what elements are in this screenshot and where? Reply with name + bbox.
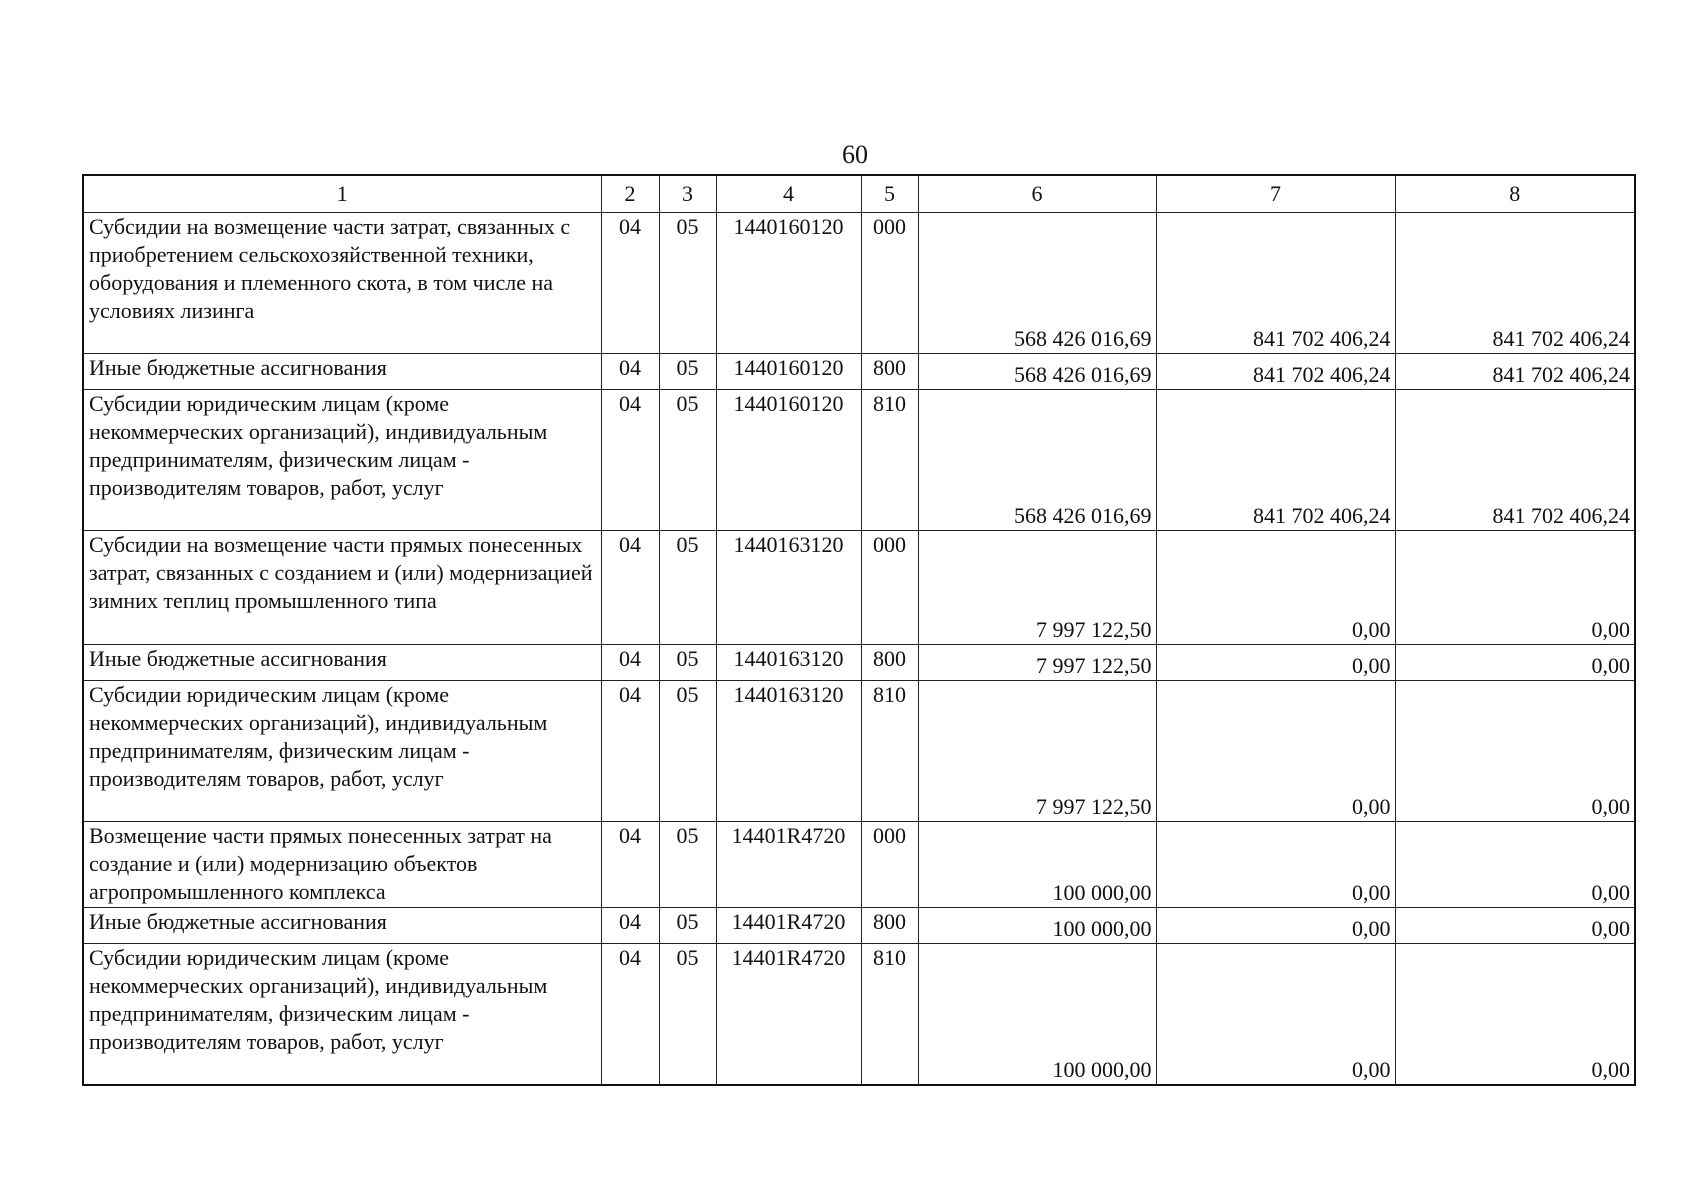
row-name: Субсидии юридическим лицам (кроме некоммерческих организаций), индивидуальным предпринимателям, физическим лицам - производителям товаров, работ, услуг [83, 390, 601, 531]
table-row [83, 354, 1635, 390]
row-subsection-code: 05 [659, 531, 716, 645]
row-name: Возмещение части прямых понесенных затрат на создание и (или) модернизацию объектов агропромышленного комплекса [83, 822, 601, 908]
table-row [83, 944, 1635, 1085]
row-amount-col6: 7 997 122,50 [918, 531, 1156, 645]
row-section-code: 04 [601, 822, 659, 908]
page-number: 60 [842, 140, 868, 169]
row-target-article-code: 14401R4720 [716, 908, 861, 944]
table-row [83, 531, 1635, 645]
row-subsection-code: 05 [659, 908, 716, 944]
table-header-row [83, 175, 1635, 213]
row-target-article-code: 1440160120 [716, 390, 861, 531]
row-amount-col6: 100 000,00 [918, 944, 1156, 1085]
row-expense-type-code: 800 [861, 645, 918, 681]
row-amount-col8: 841 702 406,24 [1395, 354, 1635, 390]
row-amount-col8: 841 702 406,24 [1395, 390, 1635, 531]
row-amount-col7: 0,00 [1156, 908, 1395, 944]
row-section-code: 04 [601, 681, 659, 822]
column-header-8: 8 [1395, 175, 1635, 213]
row-amount-col7: 841 702 406,24 [1156, 390, 1395, 531]
row-amount-col7: 0,00 [1156, 531, 1395, 645]
row-amount-col8: 0,00 [1395, 645, 1635, 681]
row-amount-col8: 841 702 406,24 [1395, 213, 1635, 354]
row-subsection-code: 05 [659, 354, 716, 390]
row-target-article-code: 1440163120 [716, 531, 861, 645]
row-amount-col8: 0,00 [1395, 944, 1635, 1085]
column-header-3: 3 [659, 175, 716, 213]
table-row [83, 390, 1635, 531]
row-name: Иные бюджетные ассигнования [83, 908, 601, 944]
row-target-article-code: 1440163120 [716, 645, 861, 681]
row-name: Субсидии на возмещение части прямых понесенных затрат, связанных с созданием и (или) модернизацией зимних теплиц промышленного типа [83, 531, 601, 645]
row-subsection-code: 05 [659, 390, 716, 531]
table-row [83, 908, 1635, 944]
row-section-code: 04 [601, 354, 659, 390]
row-target-article-code: 14401R4720 [716, 944, 861, 1085]
column-header-2: 2 [601, 175, 659, 213]
row-name: Субсидии юридическим лицам (кроме некоммерческих организаций), индивидуальным предпринимателям, физическим лицам - производителям товаров, работ, услуг [83, 681, 601, 822]
row-amount-col7: 841 702 406,24 [1156, 354, 1395, 390]
row-expense-type-code: 000 [861, 531, 918, 645]
budget-table [82, 174, 1636, 1086]
row-expense-type-code: 000 [861, 822, 918, 908]
row-amount-col6: 100 000,00 [918, 822, 1156, 908]
column-header-7: 7 [1156, 175, 1395, 213]
row-expense-type-code: 810 [861, 944, 918, 1085]
row-target-article-code: 1440160120 [716, 354, 861, 390]
row-target-article-code: 1440160120 [716, 213, 861, 354]
row-amount-col6: 568 426 016,69 [918, 213, 1156, 354]
row-amount-col6: 7 997 122,50 [918, 681, 1156, 822]
row-amount-col6: 100 000,00 [918, 908, 1156, 944]
row-name: Иные бюджетные ассигнования [83, 645, 601, 681]
table-row [83, 681, 1635, 822]
row-expense-type-code: 810 [861, 681, 918, 822]
column-header-4: 4 [716, 175, 861, 213]
row-amount-col7: 0,00 [1156, 944, 1395, 1085]
row-name: Субсидии на возмещение части затрат, связанных с приобретением сельскохозяйственной техники, оборудования и племенного скота, в том числе на условиях лизинга [83, 213, 601, 354]
row-subsection-code: 05 [659, 681, 716, 822]
row-subsection-code: 05 [659, 213, 716, 354]
row-amount-col7: 0,00 [1156, 645, 1395, 681]
row-amount-col7: 841 702 406,24 [1156, 213, 1395, 354]
row-name: Иные бюджетные ассигнования [83, 354, 601, 390]
table-row [83, 822, 1635, 908]
row-section-code: 04 [601, 531, 659, 645]
row-amount-col8: 0,00 [1395, 908, 1635, 944]
table-row [83, 645, 1635, 681]
row-target-article-code: 14401R4720 [716, 822, 861, 908]
row-amount-col6: 568 426 016,69 [918, 390, 1156, 531]
row-section-code: 04 [601, 213, 659, 354]
row-name: Субсидии юридическим лицам (кроме некоммерческих организаций), индивидуальным предпринимателям, физическим лицам - производителям товаров, работ, услуг [83, 944, 601, 1085]
column-header-1: 1 [83, 175, 601, 213]
table-row [83, 213, 1635, 354]
row-amount-col8: 0,00 [1395, 822, 1635, 908]
row-amount-col6: 7 997 122,50 [918, 645, 1156, 681]
row-amount-col8: 0,00 [1395, 531, 1635, 645]
row-expense-type-code: 810 [861, 390, 918, 531]
row-amount-col6: 568 426 016,69 [918, 354, 1156, 390]
row-section-code: 04 [601, 390, 659, 531]
row-section-code: 04 [601, 645, 659, 681]
row-expense-type-code: 000 [861, 213, 918, 354]
row-subsection-code: 05 [659, 944, 716, 1085]
row-amount-col7: 0,00 [1156, 822, 1395, 908]
column-header-5: 5 [861, 175, 918, 213]
row-section-code: 04 [601, 944, 659, 1085]
row-expense-type-code: 800 [861, 908, 918, 944]
column-header-6: 6 [918, 175, 1156, 213]
row-amount-col8: 0,00 [1395, 681, 1635, 822]
row-target-article-code: 1440163120 [716, 681, 861, 822]
row-amount-col7: 0,00 [1156, 681, 1395, 822]
row-expense-type-code: 800 [861, 354, 918, 390]
row-section-code: 04 [601, 908, 659, 944]
row-subsection-code: 05 [659, 822, 716, 908]
row-subsection-code: 05 [659, 645, 716, 681]
